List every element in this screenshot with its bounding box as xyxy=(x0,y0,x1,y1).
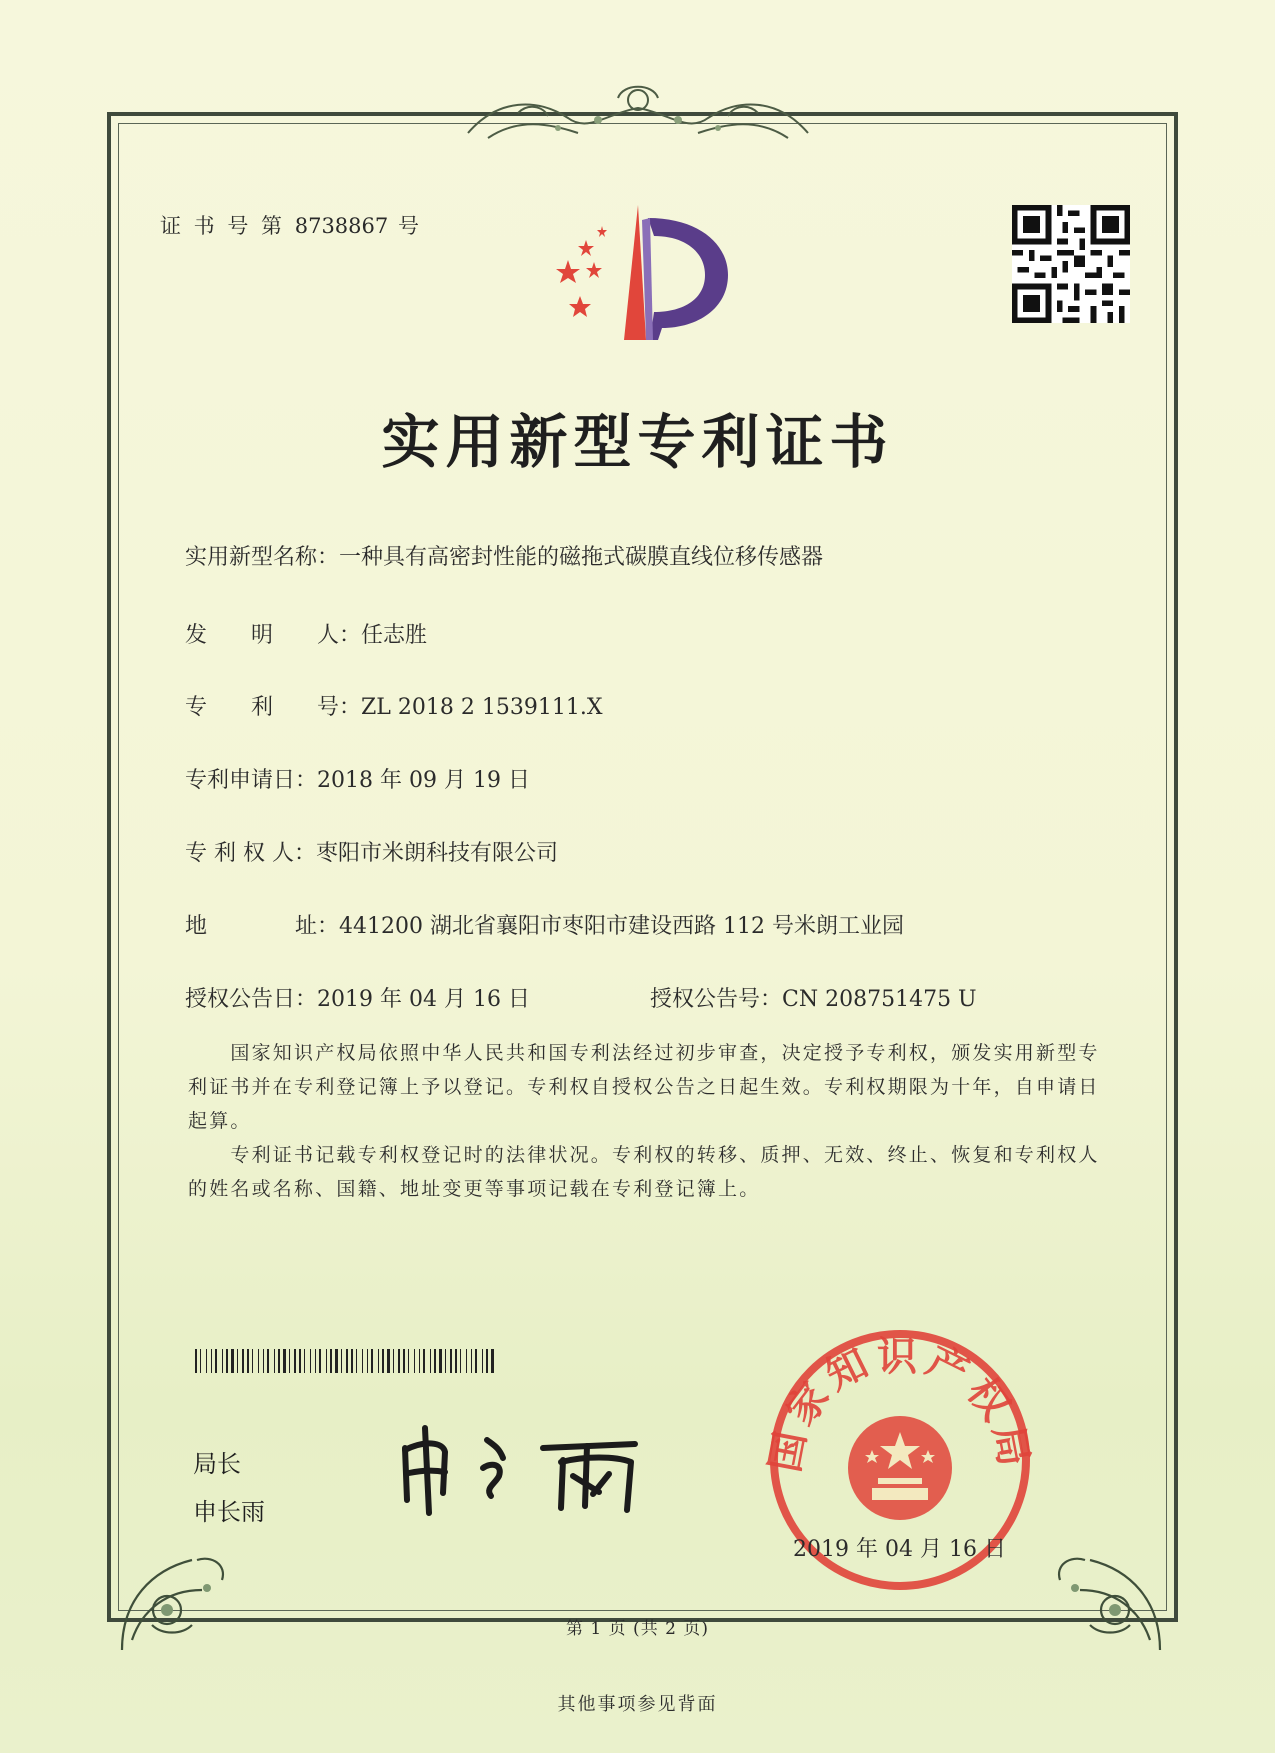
seal-text: 国家知识产权局 xyxy=(762,1333,1038,1476)
field-utility-model-name xyxy=(185,540,823,571)
certificate-number xyxy=(160,210,422,240)
field-label: 发 明 人： xyxy=(185,623,362,648)
field-label: 授权公告号： xyxy=(650,987,783,1012)
field-label: 地 址： xyxy=(185,914,340,939)
field-label: 专 利 权 人： xyxy=(185,841,316,866)
field-grant-date xyxy=(185,982,530,1013)
field-value: 441200 湖北省襄阳市枣阳市建设西路 112 号米朗工业园 xyxy=(339,914,904,939)
field-value: 任志胜 xyxy=(361,623,428,648)
field-address xyxy=(185,909,904,940)
signer-name: 申长雨 xyxy=(193,1498,265,1526)
certificate-number-suffix: 号 xyxy=(397,214,422,238)
legal-paragraph-2: 专利证书记载专利权登记时的法律状况。专利权的转移、质押、无效、终止、恢复和专利权人的姓名或名称、国籍、地址变更等事项记载在专利登记簿上。 xyxy=(188,1144,1100,1200)
field-value: 2019 年 04 月 16 日 xyxy=(317,987,530,1012)
cnipa-logo-icon xyxy=(550,200,740,350)
certificate-number-value: 8738867 xyxy=(294,214,389,238)
top-ornament-icon xyxy=(458,78,818,148)
seal-date: 2019 年 04 月 16 日 xyxy=(793,1537,1006,1562)
field-patentee xyxy=(185,836,558,867)
field-label: 专 利 号： xyxy=(185,695,362,720)
certificate-title: 实用新型专利证书 xyxy=(381,408,894,476)
footer-note: 其他事项参见背面 xyxy=(557,1694,718,1715)
signer-title: 局长 xyxy=(193,1450,241,1478)
field-value: CN 208751475 U xyxy=(782,987,977,1012)
field-value: 枣阳市米朗科技有限公司 xyxy=(315,841,558,866)
field-grant-number xyxy=(650,982,977,1013)
field-patent-number xyxy=(185,690,603,721)
corner-ornament-right-icon xyxy=(1040,1530,1170,1660)
handwritten-signature-icon xyxy=(395,1418,655,1518)
barcode-icon xyxy=(195,1349,501,1373)
field-label: 实用新型名称： xyxy=(185,545,340,570)
field-label: 专利申请日： xyxy=(185,768,318,793)
field-label: 授权公告日： xyxy=(185,987,318,1012)
field-application-date xyxy=(185,763,530,794)
field-inventor xyxy=(185,618,427,649)
field-value: 一种具有高密封性能的磁拖式碳膜直线位移传感器 xyxy=(339,545,824,570)
field-value: 2018 年 09 月 19 日 xyxy=(317,768,530,793)
field-value: ZL 2018 2 1539111.X xyxy=(361,695,603,720)
certificate-number-prefix: 证 书 号 第 xyxy=(160,214,286,238)
page-number: 第 1 页 (共 2 页) xyxy=(566,1619,709,1639)
legal-paragraph-1: 国家知识产权局依照中华人民共和国专利法经过初步审查，决定授予专利权，颁发实用新型专利证书并在专利登记簿上予以登记。专利权自授权公告之日起生效。专利权期限为十年，自申请日起算。 xyxy=(188,1042,1100,1132)
qr-code-icon xyxy=(1012,205,1130,323)
corner-ornament-left-icon xyxy=(112,1530,242,1660)
